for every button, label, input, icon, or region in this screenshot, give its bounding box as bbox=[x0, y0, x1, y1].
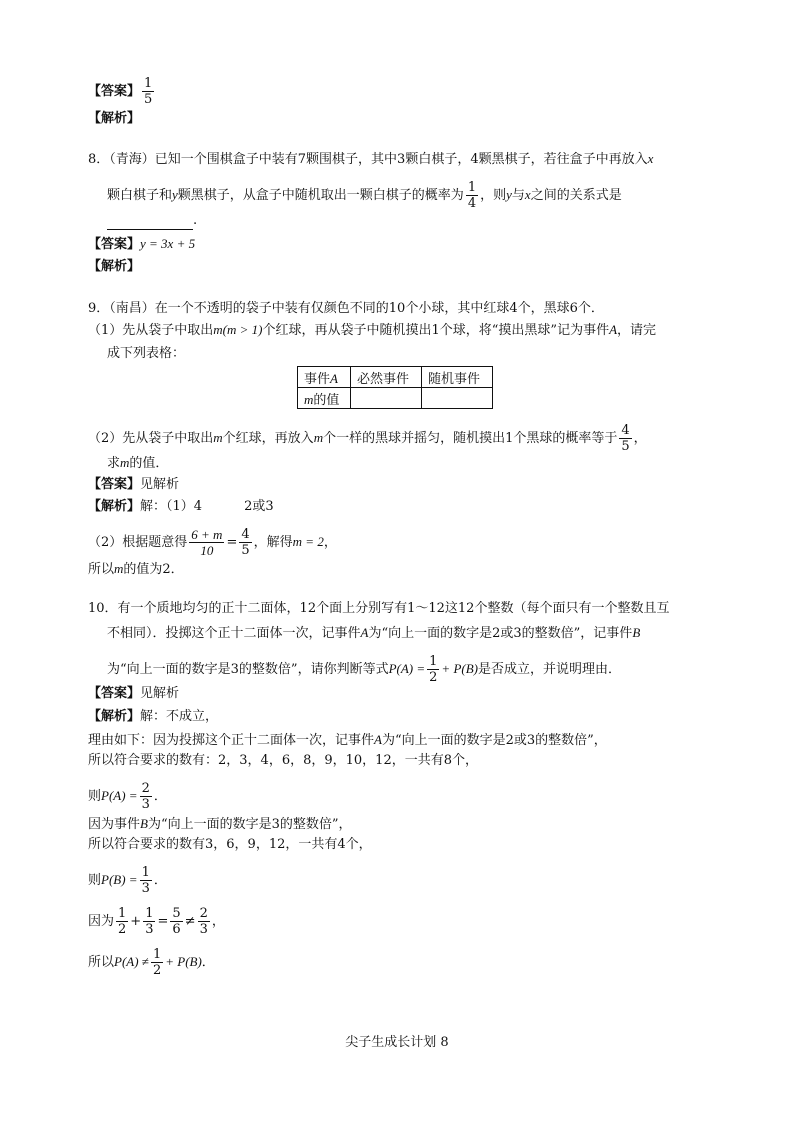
q8-text-line1: 8．（青海）已知一个围棋盒子中装有7颗围棋子，其中3颗白棋子，4颗黑棋子，若往盒子中再放入x bbox=[88, 151, 654, 167]
fraction: $\frac{1}{5}$ bbox=[144, 76, 153, 107]
fraction: $\frac{5}{6}$ bbox=[172, 906, 181, 937]
q10-analysis-line1: 【解析】解：不成立， bbox=[88, 709, 219, 724]
q10-analysis-line4: 则P(A) = $\frac{2}{3}$ ． bbox=[88, 781, 167, 812]
fraction: $\frac{1}{4}$ bbox=[467, 180, 477, 211]
q8-text-line2: 颗白棋子和y颗黑棋子，从盒子中随机取出一颗白棋子的概率为 $\frac{1}{4}$ ，则y与x之间的关系式是 bbox=[107, 180, 622, 211]
q9-analysis-line2: （2）根据题意得 $\frac{6 + m}{10}$ = $\frac{4}{5}$ ，解得m = 2， bbox=[88, 527, 337, 558]
q10-answer: 【答案】见解析 bbox=[88, 686, 180, 701]
fraction: $\frac{1}{2}$ bbox=[152, 947, 162, 978]
q7-analysis-label: 【解析】 bbox=[88, 111, 141, 126]
q10-analysis-line2: 理由如下：因为投掷这个正十二面体一次，记事件A为“向上一面的数字是2或3的整数倍”， bbox=[88, 732, 607, 748]
q10-analysis-line8: 因为 $\frac{1}{2}$ + $\frac{1}{3}$ = $\frac{5}{6}$ ≠ $\frac{2}{3}$ ， bbox=[88, 906, 225, 937]
fraction: $\frac{1}{3}$ bbox=[141, 865, 150, 896]
q10-analysis-line7: 则P(B) = $\frac{1}{3}$ ． bbox=[88, 865, 167, 896]
q10-text-line2: 不相同）．投掷这个正十二面体一次，记事件A为“向上一面的数字是2或3的整数倍”，记事件B bbox=[107, 625, 641, 641]
page-footer: 尖子生成长计划 8 bbox=[345, 1035, 449, 1050]
q9-part1-line1: （1）先从袋子中取出m(m > 1)个红球，再从袋子中随机摸出1个球，将“摸出黑球”记为事件A，请完 bbox=[88, 322, 657, 338]
table-row: m的值 bbox=[298, 388, 493, 409]
fraction: $\frac{1}{3}$ bbox=[145, 906, 154, 937]
fraction: $\frac{4}{5}$ bbox=[621, 423, 630, 454]
fraction: $\frac{1}{2}$ bbox=[429, 654, 438, 685]
fill-blank bbox=[107, 215, 193, 230]
q9-text-line1: 9．（南昌）在一个不透明的袋子中装有仅颜色不同的10个小球，其中红球4个，黑球6个． bbox=[88, 301, 604, 316]
q8-analysis-label: 【解析】 bbox=[88, 259, 141, 274]
q9-part2-line1: （2）先从袋子中取出m个红球，再放入m个一样的黑球并摇匀，随机摸出1个黑球的概率等于 $\frac{4}{5}$ ， bbox=[88, 423, 647, 454]
q8-answer: 【答案】y = 3x + 5 bbox=[88, 236, 196, 252]
table-row: 事件A 必然事件 随机事件 bbox=[298, 367, 493, 388]
event-table bbox=[297, 366, 493, 409]
q10-analysis-line9: 所以P(A) ≠ $\frac{1}{2}$ + P(B)． bbox=[88, 947, 215, 978]
q9-analysis-line3: 所以m的值为2． bbox=[88, 561, 184, 577]
q8-answer-blank: . bbox=[107, 212, 197, 230]
q10-analysis-line5: 因为事件B为“向上一面的数字是3的整数倍”， bbox=[88, 816, 352, 832]
q10-analysis-line6: 所以符合要求的数有3，6，9，12，一共有4个， bbox=[88, 837, 372, 852]
fraction: $\frac{2}{3}$ bbox=[199, 906, 208, 937]
fraction: $\frac{6 + m}{10}$ bbox=[191, 527, 223, 558]
q10-text-line1: 10．有一个质地均匀的正十二面体，12个面上分别写有1～12这12个整数（每个面只有一个整数且互 bbox=[88, 601, 670, 616]
fraction: $\frac{2}{3}$ bbox=[141, 781, 150, 812]
q9-answer: 【答案】见解析 bbox=[88, 477, 180, 492]
q10-analysis-line3: 所以符合要求的数有：2，3，4，6，8，9，10，12，一共有8个， bbox=[88, 753, 478, 768]
q7-answer: 【答案】 $\frac{1}{5}$ bbox=[88, 76, 153, 107]
q10-text-line3: 为“向上一面的数字是3的整数倍”，请你判断等式P(A) = $\frac{1}{2}$ + P(B)是否成立，并说明理由． bbox=[107, 654, 621, 685]
q9-analysis-line1: 【解析】解：（1）4 2或3 bbox=[88, 499, 274, 514]
q9-part1-line2: 成下列表格： bbox=[107, 346, 186, 361]
q9-part2-line2: 求m的值． bbox=[107, 455, 169, 471]
fraction: $\frac{4}{5}$ bbox=[241, 527, 250, 558]
table-cell-empty bbox=[351, 388, 422, 409]
table-cell-empty bbox=[422, 388, 493, 409]
fraction: $\frac{1}{2}$ bbox=[118, 906, 127, 937]
